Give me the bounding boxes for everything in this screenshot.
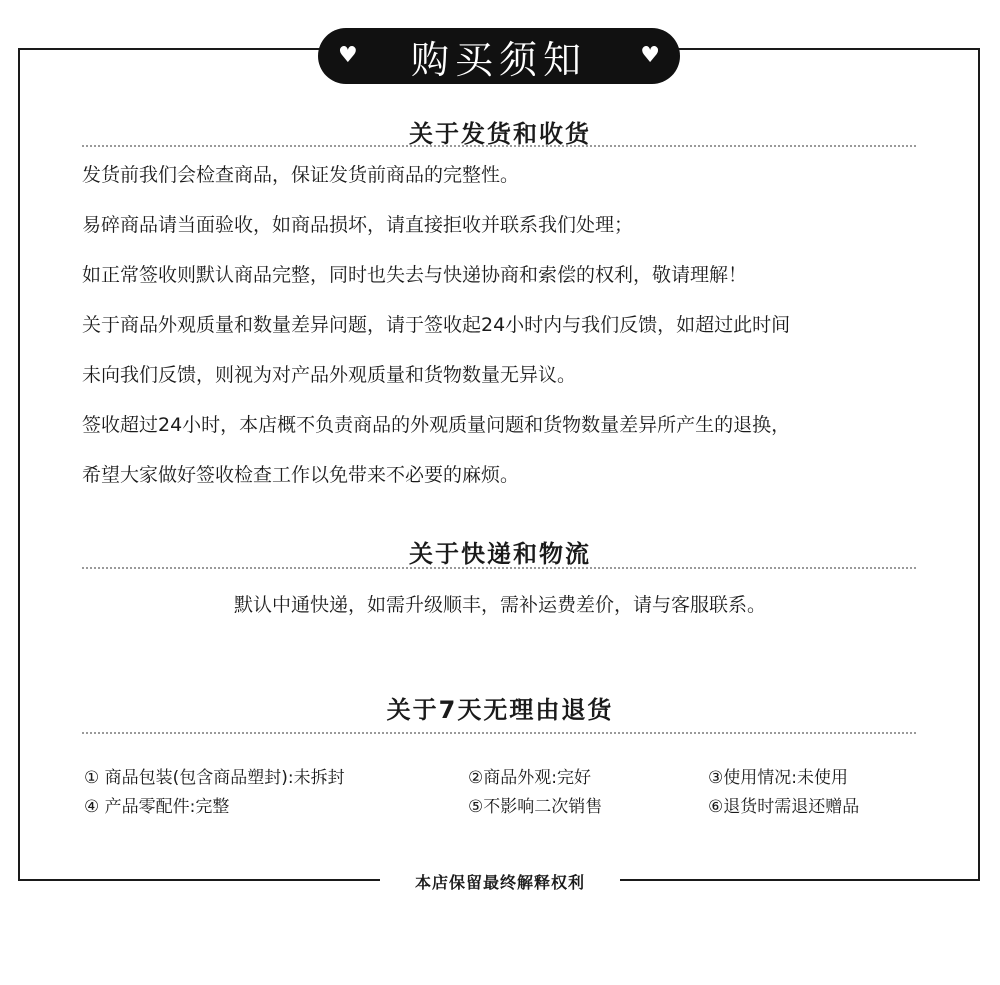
footer-note: 本店保留最终解释权利 [380, 870, 620, 896]
shipping-section-title: 关于发货和收货 [409, 120, 591, 148]
return-rule-3: ③使用情况:未使用 [708, 768, 848, 788]
express-line: 默认中通快递，如需升级顺丰，需补运费差价，请与客服联系。 [233, 594, 766, 616]
divider [82, 732, 916, 734]
return-rule-1: ① 商品包装(包含商品塑封):未拆封 [84, 768, 345, 788]
page-title: 购买须知 [410, 37, 587, 82]
shipping-line-1: 发货前我们会检查商品，保证发货前商品的完整性。 [82, 164, 520, 186]
shipping-line-4: 关于商品外观质量和数量差异问题，请于签收起24小时内与我们反馈，如超过此时间 [82, 314, 791, 336]
shipping-line-3: 如正常签收则默认商品完整，同时也失去与快递协商和索偿的权利，敬请理解！ [82, 264, 748, 286]
return-rule-2: ②商品外观:完好 [468, 768, 591, 788]
heart-icon: ♥ [338, 43, 358, 68]
return-rule-5: ⑤不影响二次销售 [468, 797, 603, 817]
return-rule-6: ⑥退货时需退还赠品 [708, 797, 860, 817]
divider [82, 567, 916, 569]
title-banner [318, 28, 680, 84]
shipping-line-7: 希望大家做好签收检查工作以免带来不必要的麻烦。 [82, 464, 520, 486]
shipping-line-5: 未向我们反馈，则视为对产品外观质量和货物数量无异议。 [82, 364, 577, 386]
shipping-line-6: 签收超过24小时，本店概不负责商品的外观质量问题和货物数量差异所产生的退换， [82, 414, 791, 436]
divider [82, 145, 916, 147]
return-rule-4: ④ 产品零配件:完整 [84, 797, 230, 817]
shipping-line-2: 易碎商品请当面验收，如商品损坏，请直接拒收并联系我们处理； [82, 214, 634, 236]
returns-section-title: 关于7天无理由退货 [386, 696, 614, 724]
express-section-title: 关于快递和物流 [409, 540, 591, 568]
heart-icon: ♥ [640, 43, 660, 68]
